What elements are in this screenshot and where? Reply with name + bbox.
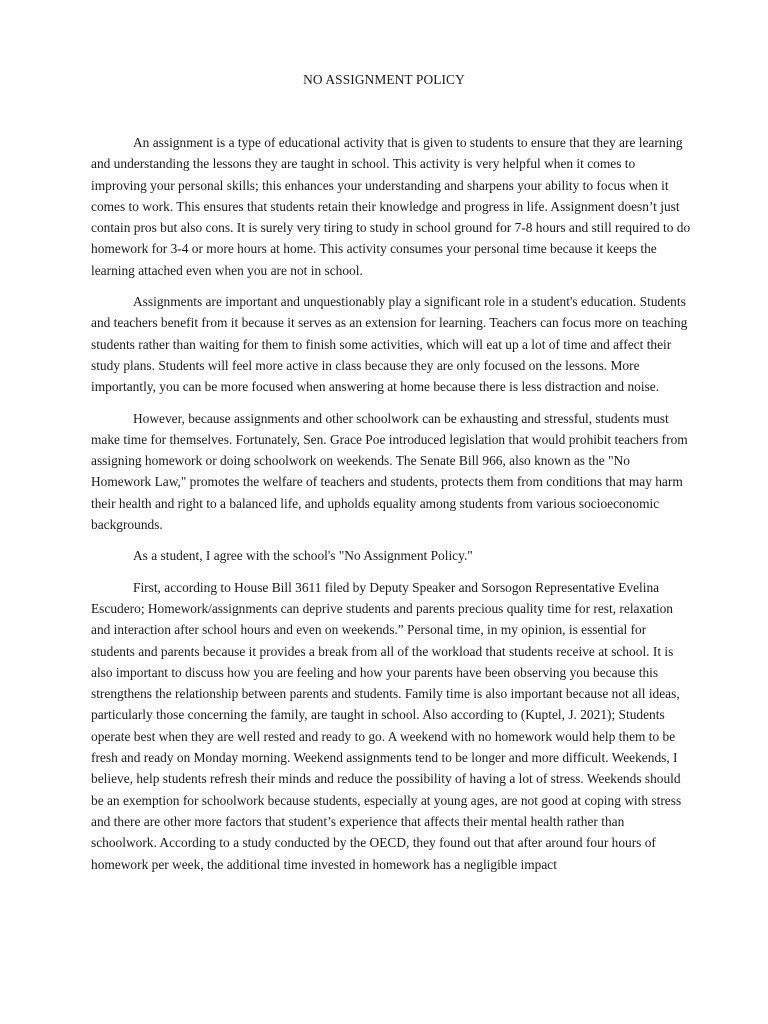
document-title: NO ASSIGNMENT POLICY <box>303 72 465 87</box>
document-body <box>91 132 691 885</box>
paragraph-stance: As a student, I agree with the school's "No Assignment Policy." <box>133 548 473 564</box>
paragraph-first-argument: First, according to House Bill 3611 filed by Deputy Speaker and Sorsogon Representative Evelina Escudero; Homework/assignments can deprive students and parents precious quality time for rest, relaxation and interaction after school hours and even on weekends.” Personal time, in my opinion, is essential for students and parents because it provides a break from all of the workload that students receive at school. It is also important to discuss how you are feeling and how your parents have been observing you because this strengthens the relationship between parents and students. Family time is also important because not all ideas, particularly those concerning the family, are taught in school. Also according to (Kuptel, J. 2021); Students operate best when they are well rested and ready to go. A weekend with no homework would help them to be fresh and ready on Monday morning. Weekend assignments tend to be longer and more difficult. Weekends, I believe, help students refresh their minds and reduce the possibility of having a lot of stress. Weekends should be an exemption for schoolwork because students, especially at young ages, are not good at coping with stress and there are other more factors that student’s experience that affects their mental health rather than schoolwork. According to a study conducted by the OECD, they found out that after around four hours of homework per week, the additional time invested in homework has a negligible impact <box>91 579 682 872</box>
paragraph-intro: An assignment is a type of educational activity that is given to students to ensure that they are learning and understanding the lessons they are taught in school. This activity is very helpful when it comes to improving your personal skills; this enhances your understanding and sharpens your ability to focus when it comes to work. This ensures that students retain their knowledge and progress in life. Assignment doesn’t just contain pros but also cons. It is surely very tiring to study in school ground for 7-8 hours and still required to do homework for 3-4 or more hours at home. This activity consumes your personal time because it keeps the learning attached even when you are not in school. <box>91 135 691 278</box>
paragraph-importance: Assignments are important and unquestionably play a significant role in a student's education. Students and teachers benefit from it because it serves as an extension for learning. Teachers can focus more on teaching students rather than waiting for them to finish some activities, which will eat up a lot of time and affect their study plans. Students will feel more active in class because they are only focused on the lessons. More importantly, you can be more focused when answering at home because there is less distraction and noise. <box>91 294 688 395</box>
paragraph-legislation: However, because assignments and other schoolwork can be exhausting and stressful, students must make time for themselves. Fortunately, Sen. Grace Poe introduced legislation that would prohibit teachers from assigning homework or doing schoolwork on weekends. The Senate Bill 966, also known as the "No Homework Law," promotes the welfare of teachers and students, protects them from conditions that may harm their health and right to a balanced life, and upholds equality among students from various socioeconomic backgrounds. <box>91 410 688 533</box>
